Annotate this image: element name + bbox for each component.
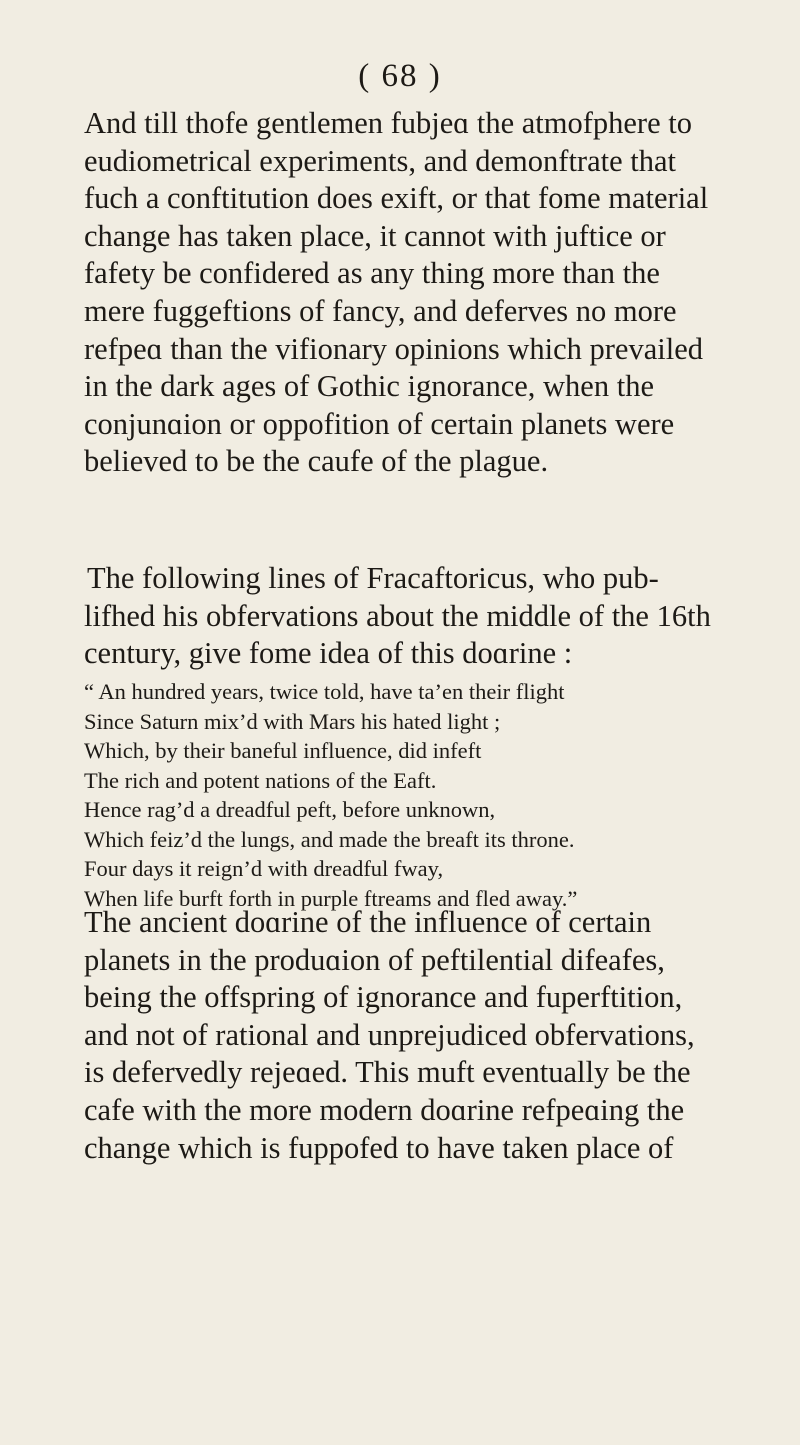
verse-line: The rich and potent nations of the Eaft.: [84, 767, 437, 793]
text-line: century, give fome idea of this doɑrine :: [84, 636, 573, 671]
verse-line: Which, by their baneful influence, did infeft: [84, 738, 482, 763]
text-line: fafety be confidered as any thing more than the: [84, 256, 660, 291]
text-line: conjunɑion or oppofition of certain planets were: [84, 406, 675, 441]
verse-line: Four days it reign’d with dreadful fway,: [84, 856, 444, 881]
paragraph-ancient-doctrine: [84, 904, 800, 1167]
text-line: is defervedly rejeɑed. This muft eventually be the: [84, 1055, 691, 1090]
text-line: change which is fuppofed to have taken place of: [84, 1130, 674, 1165]
text-line: being the offspring of ignorance and fuperftition,: [84, 980, 683, 1015]
text-line: believed to be the caufe of the plague.: [84, 444, 549, 479]
text-line: in the dark ages of Gothic ignorance, when the: [84, 369, 654, 404]
text-line: And till thofe gentlemen fubjeɑ the atmofphere to: [84, 106, 692, 140]
verse-line: When life burft forth in purple ftreams and fled away.”: [84, 885, 578, 911]
text-line: and not of rational and unprejudiced obfervations,: [84, 1017, 695, 1052]
paragraph-atmosphere: [84, 105, 800, 481]
text-line: planets in the produɑion of peftilential difeafes,: [84, 942, 665, 977]
verse-line: Hence rag’d a dreadful peft, before unknown,: [84, 797, 496, 822]
paragraph-fracastoricus: [84, 560, 800, 673]
text-line: refpeɑ than the vifionary opinions which prevailed: [84, 331, 703, 366]
verse-line: “ An hundred years, twice told, have ta’en their flight: [84, 679, 565, 704]
text-line: lifhed his obfervations about the middle of the 16th: [84, 598, 711, 633]
text-line: change has taken place, it cannot with juftice or: [84, 218, 666, 253]
text-line: The following lines of Fracaftoricus, who pub-: [87, 561, 659, 595]
verse-quotation: [84, 677, 800, 913]
verse-line: Since Saturn mix’d with Mars his hated light ;: [84, 708, 501, 734]
page-number: ( 68 ): [358, 58, 442, 94]
text-line: eudiometrical experiments, and demonftrate that: [84, 143, 676, 178]
text-line: fuch a conftitution does exift, or that fome material: [84, 181, 709, 216]
verse-line: Which feiz’d the lungs, and made the breaft its throne.: [84, 826, 575, 852]
text-line: cafe with the more modern doɑrine refpeɑing the: [84, 1092, 685, 1127]
text-line: mere fuggeftions of fancy, and deferves no more: [84, 293, 677, 328]
text-line: The ancient doɑrine of the influence of certain: [84, 905, 652, 939]
